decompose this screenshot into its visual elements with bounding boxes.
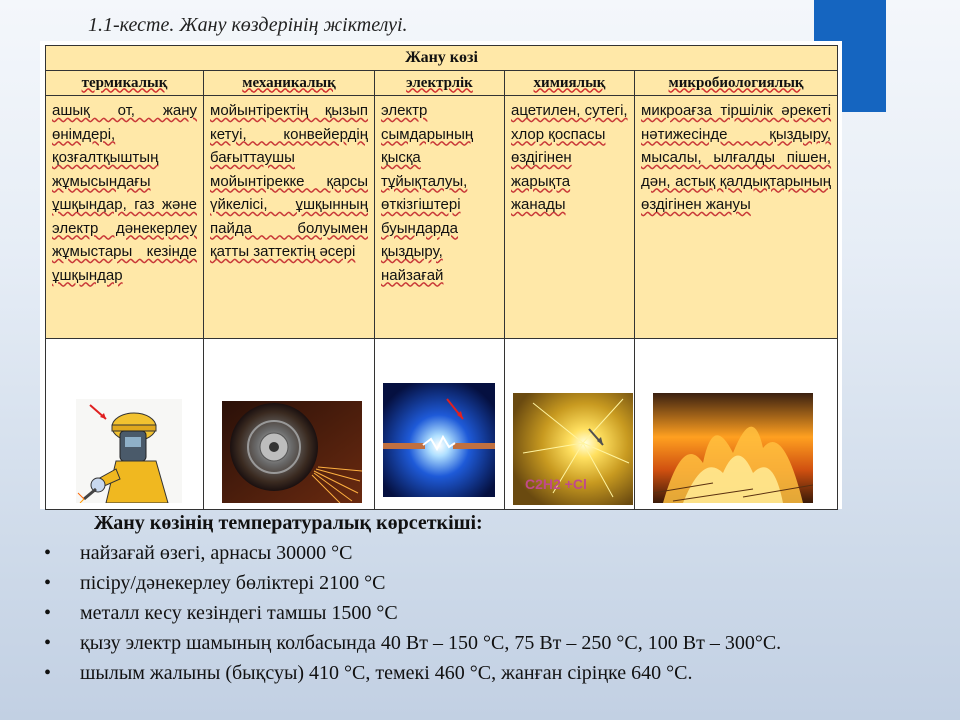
temperature-item: найзағай өзегі, арнасы 30000 °С <box>80 542 353 564</box>
temperature-item: пісіру/дәнекерлеу бөліктері 2100 °С <box>80 572 386 594</box>
chemical-formula-label: C2H2 +Cl <box>525 476 587 492</box>
image-cell <box>46 339 204 510</box>
temperature-list <box>40 538 870 688</box>
description-thermal: ашық от, жану өнімдері, қозғалтқыштың жұмысындағы ұшқындар, газ және электр дәнекерлеу жұмыстары кезінде ұшқындар <box>52 102 197 284</box>
category-electrical: электрлік <box>375 71 505 96</box>
description-mechanical: мойынтіректің қызып кетуі, конвейердің бағыттаушы мойынтіреккe қарсы үйкелісі, ұшқынның пайда болуымен қатты заттектің әсері <box>210 102 368 260</box>
image-cell <box>204 339 375 510</box>
description-cell <box>375 96 505 339</box>
category-microbiological: микробиологиялық <box>635 71 838 96</box>
grinder-sparks-image <box>222 401 362 503</box>
bullet: • <box>44 602 52 624</box>
list-item <box>40 568 870 598</box>
table-header: Жану көзі <box>46 46 838 71</box>
table-caption: 1.1-кесте. Жану көздерінің жіктелуі. <box>88 14 408 36</box>
bullet: • <box>44 632 52 654</box>
list-item <box>40 538 870 568</box>
image-cell <box>505 339 635 510</box>
electric-arc-image <box>383 383 495 497</box>
ignition-sources-table <box>45 45 838 510</box>
description-cell <box>635 96 838 339</box>
description-microbiological: микроағза тіршілік әрекеті нәтижесінде қыздыру, мысалы, ылғалды пішен, дән, астық қалдықтарының өздігінен жануы <box>641 102 832 213</box>
chemical-flame-image <box>513 393 633 505</box>
temperature-title: Жану көзінің температуралық көрсеткіші: <box>94 512 483 534</box>
bullet: • <box>44 542 52 564</box>
bullet: • <box>44 662 52 684</box>
description-electrical: электр сымдарының қысқа тұйықталуы, өткізгіштері буындарда қыздыру, найзағай <box>381 102 474 284</box>
table-container <box>40 41 842 509</box>
category-chemical: химиялық <box>505 71 635 96</box>
description-cell <box>46 96 204 339</box>
burning-hay-image <box>653 393 813 503</box>
list-item <box>40 628 870 658</box>
image-cell <box>375 339 505 510</box>
image-cell <box>635 339 838 510</box>
description-chemical: ацетилен, сутегі, хлор қоспасы өздігінен жарықта жанады <box>511 102 628 213</box>
category-mechanical: механикалық <box>204 71 375 96</box>
temperature-item: шылым жалыны (бықсуы) 410 °С, темекі 460 °С, жанған сіріңке 640 °С. <box>80 662 693 684</box>
temperature-item: металл кесу кезіндегі тамшы 1500 °С <box>80 602 398 624</box>
description-cell <box>505 96 635 339</box>
temperature-item: қызу электр шамының колбасында 40 Вт – 150 °С, 75 Вт – 250 °С, 100 Вт – 300°С. <box>80 632 782 654</box>
description-cell <box>204 96 375 339</box>
welder-image <box>76 399 182 503</box>
category-thermal: термикалық <box>46 71 204 96</box>
list-item <box>40 658 870 688</box>
list-item <box>40 598 870 628</box>
bullet: • <box>44 572 52 594</box>
